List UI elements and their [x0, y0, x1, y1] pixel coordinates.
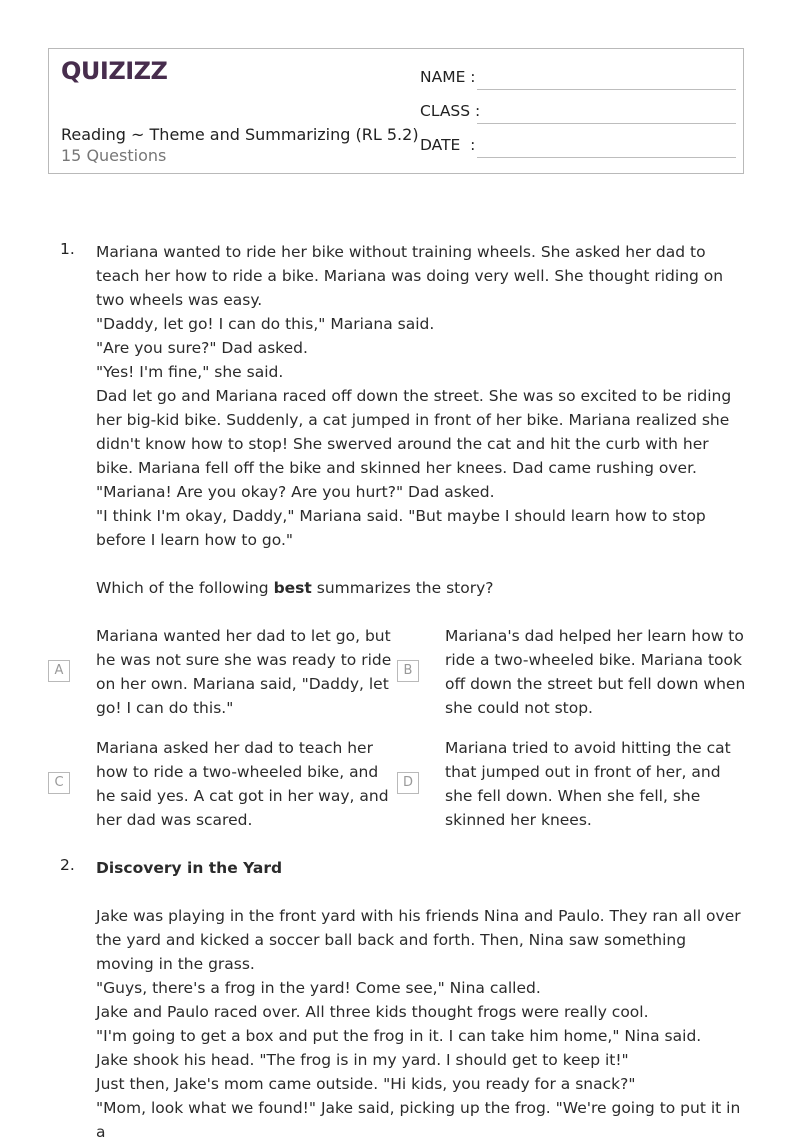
passage-line: Dad let go and Mariana raced off down the street. She was so excited to be riding her big-kid bike. Suddenly, a cat jumped in front of her bike. Mariana realized she didn't know how to stop! She swerved around the cat and hit the curb with her bike. Mariana fell off the bike and skinned her knees. Dad came rushing over. — [96, 387, 732, 477]
date-label: DATE : — [420, 136, 476, 154]
passage-line: "Mariana! Are you okay? Are you hurt?" Dad asked. — [96, 483, 495, 501]
passage-line: "Daddy, let go! I can do this," Mariana said. — [96, 315, 435, 333]
worksheet-title: Reading ~ Theme and Summarizing (RL 5.2) — [61, 125, 419, 144]
option-d-marker[interactable]: D — [397, 772, 419, 794]
class-line[interactable] — [477, 123, 736, 124]
question-number: 1. — [60, 240, 75, 258]
class-field[interactable] — [420, 102, 736, 124]
name-line[interactable] — [477, 89, 736, 90]
question-count: 15 Questions — [61, 146, 167, 165]
passage-line: Jake shook his head. "The frog is in my yard. I should get to keep it!" — [96, 1051, 629, 1069]
option-b[interactable]: Mariana's dad helped her learn how to ride a two-wheeled bike. Mariana took off down the street but fell down when she could not stop. — [445, 627, 746, 717]
name-label: NAME : — [420, 68, 476, 86]
quizizz-logo: QUIZIZZ — [61, 57, 168, 85]
question-number: 2. — [60, 856, 75, 874]
option-a-marker[interactable]: A — [48, 660, 70, 682]
passage-line: "Guys, there's a frog in the yard! Come see," Nina called. — [96, 979, 541, 997]
option-a[interactable]: Mariana wanted her dad to let go, but he was not sure she was ready to ride on her own. Mariana said, "Daddy, let go! I can do this." — [96, 627, 392, 717]
date-line[interactable] — [477, 157, 736, 158]
passage-line: "I'm going to get a box and put the frog in it. I can take him home," Nina said. — [96, 1027, 702, 1045]
passage-line: "Mom, look what we found!" Jake said, picking up the frog. "We're going to put it in a — [96, 1099, 741, 1141]
date-field[interactable] — [420, 136, 736, 158]
name-field[interactable] — [420, 68, 736, 90]
option-b-marker[interactable]: B — [397, 660, 419, 682]
worksheet-header — [48, 48, 744, 174]
option-c[interactable]: Mariana asked her dad to teach her how to ride a two-wheeled bike, and he said yes. A cat got in her way, and her dad was scared. — [96, 739, 389, 829]
question-passage — [96, 856, 748, 1144]
passage-title: Discovery in the Yard — [96, 859, 283, 877]
option-d[interactable]: Mariana tried to avoid hitting the cat that jumped out in front of her, and she fell down. When she fell, she skinned her knees. — [445, 739, 731, 829]
option-c-marker[interactable]: C — [48, 772, 70, 794]
passage-line: Jake was playing in the front yard with his friends Nina and Paulo. They ran all over the yard and kicked a soccer ball back and forth. Then, Nina saw something moving in the grass. — [96, 907, 741, 973]
passage-line: Mariana wanted to ride her bike without training wheels. She asked her dad to teach her how to ride a bike. Mariana was doing very well. She thought riding on two wheels was easy. — [96, 243, 724, 309]
question-passage — [96, 240, 748, 600]
passage-line: "Are you sure?" Dad asked. — [96, 339, 308, 357]
passage-line: Jake and Paulo raced over. All three kids thought frogs were really cool. — [96, 1003, 649, 1021]
question-prompt: Which of the following best summarizes the story? — [96, 579, 494, 597]
passage-line: "I think I'm okay, Daddy," Mariana said. "But maybe I should learn how to stop before I learn how to go." — [96, 507, 706, 549]
passage-line: "Yes! I'm fine," she said. — [96, 363, 284, 381]
passage-line: Just then, Jake's mom came outside. "Hi kids, you ready for a snack?" — [96, 1075, 636, 1093]
class-label: CLASS : — [420, 102, 481, 120]
